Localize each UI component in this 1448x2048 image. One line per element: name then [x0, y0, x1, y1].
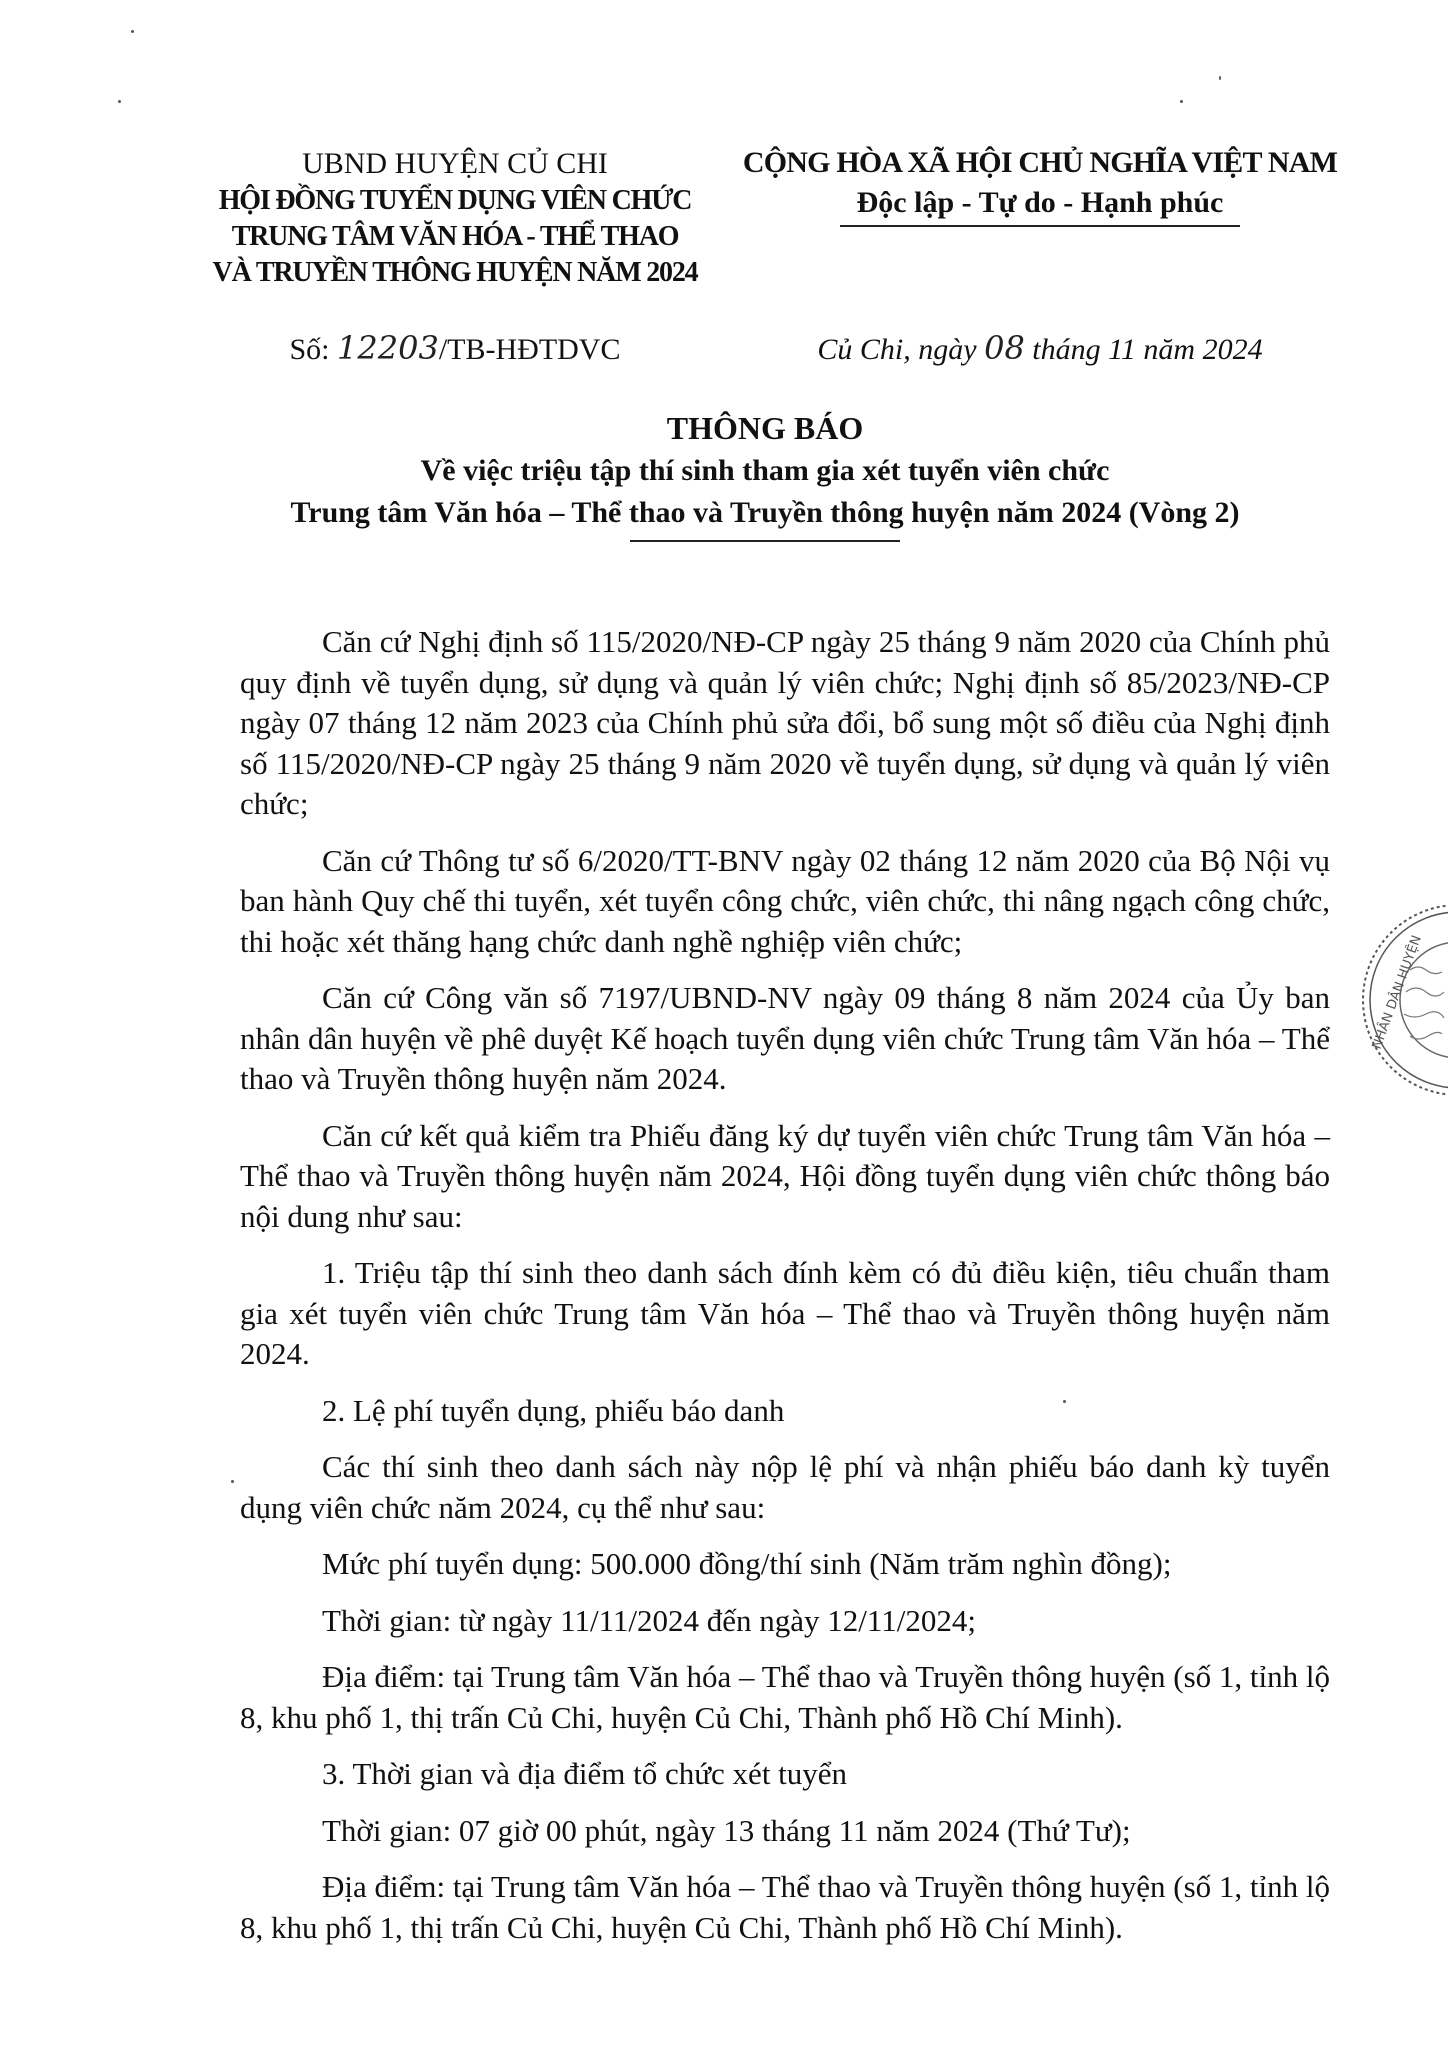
notice-subtitle-2: Trung tâm Văn hóa – Thể thao và Truyền thông huyện năm 2024 (Vòng 2)	[290, 496, 1240, 529]
seal-icon	[1340, 900, 1448, 1100]
paragraph-legal-basis-3: Căn cứ Công văn số 7197/UBND-NV ngày 09 tháng 8 năm 2024 của Ủy ban nhân dân huyện về phê duyệt Kế hoạch tuyển dụng viên chức Trung tâm Văn hóa – Thể thao và Truyền thông huyện năm 2024.	[240, 980, 1330, 1096]
scan-speck	[1219, 76, 1221, 80]
document-number-prefix: Số:	[289, 333, 338, 366]
paragraph-fee-time: Thời gian: từ ngày 11/11/2024 đến ngày 12/11/2024;	[322, 1602, 976, 1638]
scan-speck	[231, 1480, 234, 1483]
scan-speck	[118, 100, 121, 103]
agency-line-1: UBND HUYỆN CỦ CHI	[302, 147, 608, 180]
motto-underline	[840, 225, 1240, 227]
scan-speck	[131, 30, 134, 33]
seal-lettering: NHÂN DÂN HUYỆN	[1369, 933, 1425, 1052]
paragraph-exam-location: Địa điểm: tại Trung tâm Văn hóa – Thể thao và Truyền thông huyện (số 1, tỉnh lộ 8, khu phố 1, thị trấn Củ Chi, huyện Củ Chi, Thành phố Hồ Chí Minh).	[240, 1869, 1331, 1945]
title-underline	[630, 540, 900, 542]
document-number	[175, 328, 735, 370]
paragraph-item-2-intro: Các thí sinh theo danh sách này nộp lệ phí và nhận phiếu báo danh kỳ tuyển dụng viên chức năm 2024, cụ thể như sau:	[240, 1449, 1330, 1525]
issuing-agency-header	[175, 145, 735, 291]
document-number-handwritten: 12203	[337, 329, 439, 367]
place-and-date	[735, 328, 1345, 370]
scan-speck	[1063, 1400, 1066, 1403]
paragraph-item-2-heading: 2. Lệ phí tuyển dụng, phiếu báo danh	[322, 1392, 785, 1428]
paragraph-item-3-heading: 3. Thời gian và địa điểm tổ chức xét tuyển	[322, 1756, 848, 1791]
paragraph-legal-basis-2: Căn cứ Thông tư số 6/2020/TT-BNV ngày 02 tháng 12 năm 2020 của Bộ Nội vụ ban hành Quy chế thi tuyển, xét tuyển công chức, viên chức, thi nâng ngạch công chức, thi hoặc xét thăng hạng chức danh nghề nghiệp viên chức;	[240, 842, 1330, 959]
paragraph-fee: Mức phí tuyển dụng: 500.000 đồng/thí sinh (Năm trăm nghìn đồng);	[322, 1546, 1172, 1581]
agency-line-3: TRUNG TÂM VĂN HÓA - THỂ THAO	[231, 221, 679, 252]
agency-line-4: VÀ TRUYỀN THÔNG HUYỆN NĂM 2024	[212, 257, 698, 288]
official-seal-fragment	[1340, 900, 1448, 1100]
notice-subtitle-1: Về việc triệu tập thí sinh tham gia xét tuyển viên chức	[420, 454, 1110, 487]
paragraph-exam-time: Thời gian: 07 giờ 00 phút, ngày 13 tháng 11 năm 2024 (Thứ Tư);	[322, 1812, 1131, 1848]
paragraph-legal-basis-1: Căn cứ Nghị định số 115/2020/NĐ-CP ngày 25 tháng 9 năm 2020 của Chính phủ quy định về tuyển dụng, sử dụng và quản lý viên chức; Nghị định số 85/2023/NĐ-CP ngày 07 tháng 12 năm 2023 của Chính phủ sửa đổi, bổ sung một số điều của Nghị định số 115/2020/NĐ-CP ngày 25 tháng 9 năm 2020 về tuyển dụng, sử dụng và quản lý viên chức;	[240, 624, 1330, 821]
paragraph-item-1: 1. Triệu tập thí sinh theo danh sách đính kèm có đủ điều kiện, tiêu chuẩn tham gia xét tuyển viên chức Trung tâm Văn hóa – Thể thao và Truyền thông huyện năm 2024.	[240, 1255, 1330, 1371]
agency-line-2: HỘI ĐỒNG TUYỂN DỤNG VIÊN CHỨC	[218, 185, 692, 216]
national-motto-header	[735, 143, 1345, 227]
motto: Độc lập - Tự do - Hạnh phúc	[856, 186, 1224, 219]
scan-speck	[1180, 100, 1183, 103]
document-number-suffix: /TB-HĐTDVC	[438, 333, 621, 366]
date-part-1: Củ Chi, ngày	[817, 333, 985, 366]
country-name: CỘNG HÒA XÃ HỘI CHỦ NGHĨA VIỆT NAM	[742, 146, 1338, 179]
date-handwritten-day: 08	[984, 329, 1025, 367]
notice-title-block	[170, 406, 1360, 542]
paragraph-fee-location: Địa điểm: tại Trung tâm Văn hóa – Thể thao và Truyền thông huyện (số 1, tỉnh lộ 8, khu phố 1, thị trấn Củ Chi, huyện Củ Chi, Thành phố Hồ Chí Minh).	[240, 1659, 1331, 1735]
date-part-2: tháng 11 năm 2024	[1024, 333, 1263, 366]
notice-body	[240, 622, 1330, 1964]
paragraph-legal-basis-4: Căn cứ kết quả kiểm tra Phiếu đăng ký dự tuyển viên chức Trung tâm Văn hóa – Thể thao và Truyền thông huyện năm 2024, Hội đồng tuyển dụng viên chức thông báo nội dung như sau:	[240, 1117, 1330, 1234]
notice-heading: THÔNG BÁO	[666, 410, 864, 446]
